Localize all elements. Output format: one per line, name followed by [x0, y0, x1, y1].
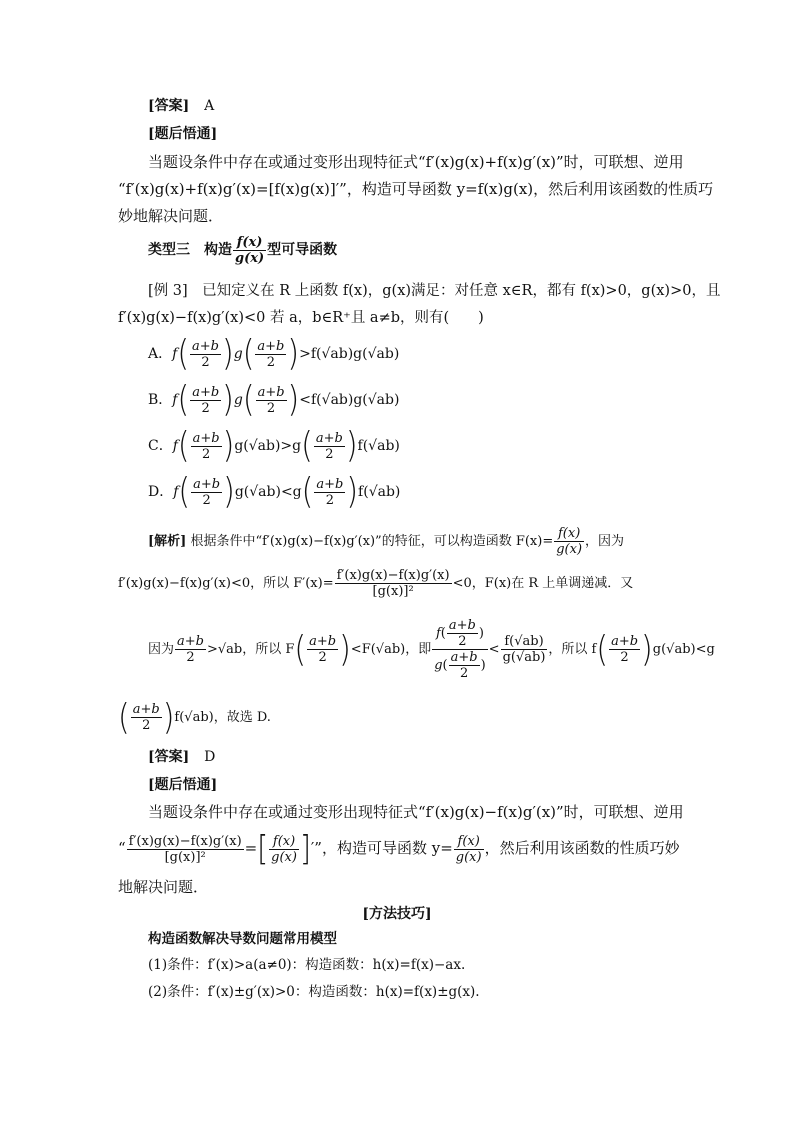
- paren-open: (: [242, 332, 255, 375]
- bracket-close: ]: [299, 828, 311, 869]
- option-d-tail: g(√ab)<g: [234, 484, 302, 500]
- frac-ab2: [131, 702, 162, 733]
- paren-close: ): [339, 627, 351, 670]
- frac-den: [g(x)]²: [164, 849, 206, 865]
- paren-open: (: [118, 695, 130, 738]
- solution-l3d: <: [488, 642, 500, 657]
- option-a: [148, 332, 400, 375]
- frac-den: [g(x)]²: [372, 584, 414, 599]
- method-item-2: (2)条件：f′(x)±g′(x)>0：构造函数：h(x)=f(x)±g(x).: [148, 984, 480, 1000]
- frac-ab2: [190, 339, 221, 370]
- answer-line: [148, 97, 214, 115]
- option-c: [148, 424, 400, 467]
- paren-open: (: [177, 332, 190, 375]
- paren-close: ): [287, 332, 300, 375]
- insight2-y-frac: [454, 834, 484, 865]
- frac-ab2: [449, 650, 480, 681]
- frac-num: f′(x)g(x)−f(x)g′(x): [336, 568, 450, 583]
- frac-ab2: [609, 634, 640, 665]
- answer-value: A: [204, 98, 215, 114]
- frac-ab2: [307, 634, 338, 665]
- frac-den: 2: [325, 446, 334, 462]
- solution-l1a: 根据条件中“f′(x)g(x)−f(x)g′(x)”的特征，可以构造函数 F(x)=: [190, 534, 554, 549]
- frac-num: a+b: [193, 476, 221, 492]
- type3-prefix: 类型三 构造: [148, 242, 232, 258]
- insight2-deriv-frac: [127, 834, 244, 865]
- frac-den: 2: [266, 354, 276, 370]
- type3-den: g(x): [235, 250, 265, 266]
- frac-num: a+b: [611, 634, 639, 649]
- frac-ab2: [256, 385, 287, 416]
- example-line-2: f′(x)g(x)−f(x)g′(x)<0 若 a，b∈R⁺且 a≠b，则有( ): [118, 310, 484, 326]
- frac-num: a+b: [257, 384, 285, 400]
- frac-num: a+b: [192, 384, 220, 400]
- type3-heading: [148, 234, 337, 266]
- insight2-l2c: ′”，构造可导函数 y=: [310, 839, 453, 857]
- option-b-tail: f(√ab)g(√ab): [311, 392, 400, 408]
- solution-line-1: [148, 526, 624, 558]
- solution-l3c: <F(√ab)，即: [350, 642, 432, 657]
- frac-num: f(x): [269, 834, 299, 850]
- example-line-1: [例 3] 已知定义在 R 上函数 f(x)，g(x)满足：对任意 x∈R，都有 f(x)>0，g(x)>0，且: [148, 283, 721, 299]
- paren-close: ): [287, 378, 300, 421]
- option-c-tail: g(√ab)>g: [234, 438, 302, 454]
- solution-l3b: >√ab，所以 F: [206, 642, 295, 657]
- type3-num: f(x): [233, 235, 266, 251]
- frac-num: a+b: [192, 338, 219, 354]
- solution-l3f: g(√ab)<g: [652, 642, 715, 657]
- insight-text-line-2: “f′(x)g(x)+f(x)g′(x)=[f(x)g(x)]′”，构造可导函数 y=f(x)g(x)，然后利用该函数的性质巧: [118, 180, 714, 198]
- paren-open: (: [301, 424, 313, 467]
- frac-num: a+b: [309, 634, 337, 649]
- frac-num: a+b: [316, 476, 344, 492]
- frac-den: g(√ab): [502, 650, 546, 665]
- solution-l4: f(√ab)，故选 D.: [174, 710, 271, 725]
- insight-text-line-3: 妙地解决问题．: [118, 207, 224, 225]
- insight2-fg-frac: [269, 834, 299, 865]
- frac-den: g(x): [455, 849, 482, 865]
- frac-num: a+b: [450, 650, 478, 665]
- type3-suffix: 型可导函数: [267, 242, 338, 258]
- paren-open: (: [301, 470, 314, 513]
- paren-close: ): [346, 470, 359, 513]
- f-letter: f: [172, 438, 178, 454]
- frac-ab2: [314, 431, 345, 462]
- frac-den: 2: [201, 400, 210, 416]
- option-d-label: D．: [148, 484, 174, 500]
- method-heading: 构造函数解决导数问题常用模型: [148, 931, 337, 947]
- frac-num: a+b: [448, 618, 476, 633]
- f-letter: f: [173, 484, 179, 500]
- frac-ab2: [191, 431, 222, 462]
- option-d: [148, 470, 401, 513]
- paren-close: ): [222, 332, 234, 375]
- frac-den: 2: [186, 650, 195, 665]
- solution-l2b: <0，F(x)在 R 上单调递减．又: [452, 576, 634, 591]
- method-title: [方法技巧]: [362, 906, 432, 922]
- paren-open: (: [596, 627, 609, 670]
- option-b-label: B．: [148, 392, 173, 408]
- type3-fraction: [233, 235, 266, 266]
- frac-ab2: [175, 634, 206, 665]
- insight2-line-2: [118, 828, 680, 868]
- frac-ab2: [255, 339, 286, 370]
- frac-den: g(x): [556, 542, 583, 557]
- frac-den: 2: [202, 492, 211, 508]
- frac-den: 2: [318, 650, 327, 665]
- paren-open: (: [294, 627, 307, 670]
- frac-den: 2: [142, 718, 151, 733]
- solution-F-frac: [554, 526, 584, 557]
- paren-open: (: [178, 470, 191, 513]
- frac-den: 2: [620, 650, 629, 665]
- frac-num: a+b: [315, 430, 343, 446]
- frac-ab2: [314, 477, 345, 508]
- paren-close: ): [222, 378, 234, 421]
- option-b: [148, 378, 400, 421]
- paren-close: ): [223, 470, 235, 513]
- solution-line-4: [118, 695, 271, 738]
- option-d-fsqrt: f(√ab): [358, 484, 401, 500]
- frac-num: a+b: [192, 430, 220, 446]
- frac-den: 2: [325, 492, 334, 508]
- frac-num: f(x): [454, 834, 484, 850]
- method-item-1: (1)条件：f′(x)>a(a≠0)：构造函数：h(x)=f(x)−ax.: [148, 957, 466, 973]
- paren-open: (: [177, 378, 190, 421]
- frac-num: f′(x)g(x)−f(x)g′(x): [128, 833, 242, 849]
- solution-line-2: [118, 568, 633, 600]
- frac-num: f(√ab): [501, 634, 548, 650]
- option-c-label: C．: [148, 438, 173, 454]
- insight2-l2d: ，然后利用该函数的性质巧妙: [484, 839, 680, 857]
- option-a-label: A．: [148, 346, 173, 362]
- paren-close: ): [162, 695, 175, 738]
- frac-num: a+b: [257, 338, 285, 354]
- solution-l3e: ，所以 f: [548, 642, 597, 657]
- insight2-line-1: 当题设条件中存在或通过变形出现特征式“f′(x)g(x)−f(x)g′(x)”时，可联想、逆用: [148, 803, 684, 821]
- option-b-rel: <: [299, 392, 311, 408]
- option-a-tail: f(√ab)g(√ab): [310, 346, 400, 362]
- solution-sqrt-frac: [501, 634, 548, 665]
- solution-line-3: [148, 618, 715, 681]
- option-c-fsqrt: f(√ab): [357, 438, 400, 454]
- paren-open: (: [177, 424, 190, 467]
- frac-ab2: [191, 477, 222, 508]
- paren-open: (: [242, 378, 255, 421]
- solution-l2a: f′(x)g(x)−f(x)g′(x)<0，所以 F′(x)=: [118, 576, 334, 591]
- g-letter: g: [434, 658, 443, 673]
- frac-den: 2: [201, 354, 210, 370]
- frac-num: a+b: [132, 702, 160, 717]
- insight-text-line-1: 当题设条件中存在或通过变形出现特征式“f′(x)g(x)+f(x)g′(x)”时，可联想、逆用: [148, 153, 684, 171]
- paren-close: ): [222, 424, 235, 467]
- paren-close: ): [641, 627, 653, 670]
- frac-ab2: [447, 618, 478, 649]
- frac-den: 2: [459, 666, 469, 681]
- answer-tag: [答案]: [148, 98, 190, 114]
- solution-l1b: ，因为: [585, 534, 625, 549]
- insight2-tag: [题后悟通]: [148, 777, 218, 793]
- insight2-l2a: “: [118, 839, 126, 857]
- answer2-value: D: [204, 749, 216, 765]
- solution-tag: [解析]: [148, 534, 187, 549]
- g-letter: g: [233, 346, 243, 362]
- insight-tag: [题后悟通]: [148, 126, 218, 142]
- paren-close: ): [345, 424, 358, 467]
- frac-den: 2: [458, 634, 467, 649]
- g-letter: g: [233, 392, 243, 408]
- answer2-tag: [答案]: [148, 749, 190, 765]
- solution-deriv-frac: [335, 568, 452, 599]
- frac-den: g(x): [271, 849, 297, 865]
- insight2-line-3: 地解决问题．: [118, 878, 209, 896]
- frac-num: a+b: [177, 634, 204, 649]
- frac-num: f(x): [554, 526, 584, 542]
- solution-compound-frac: f( $\frac{a+b}{2}$ ) g( $\frac{a+b}{2}$ ): [434, 618, 486, 681]
- insight2-l2b: =: [244, 839, 258, 857]
- f-letter: f: [172, 346, 178, 362]
- f-letter: f: [172, 392, 178, 408]
- answer2-line: [148, 748, 215, 766]
- frac-den: 2: [266, 400, 276, 416]
- f-letter: f: [435, 626, 441, 641]
- option-a-rel: >: [299, 346, 311, 362]
- bracket-open: [: [257, 828, 269, 869]
- frac-den: 2: [201, 446, 211, 462]
- frac-ab2: [190, 385, 221, 416]
- solution-l3a: 因为: [148, 642, 175, 657]
